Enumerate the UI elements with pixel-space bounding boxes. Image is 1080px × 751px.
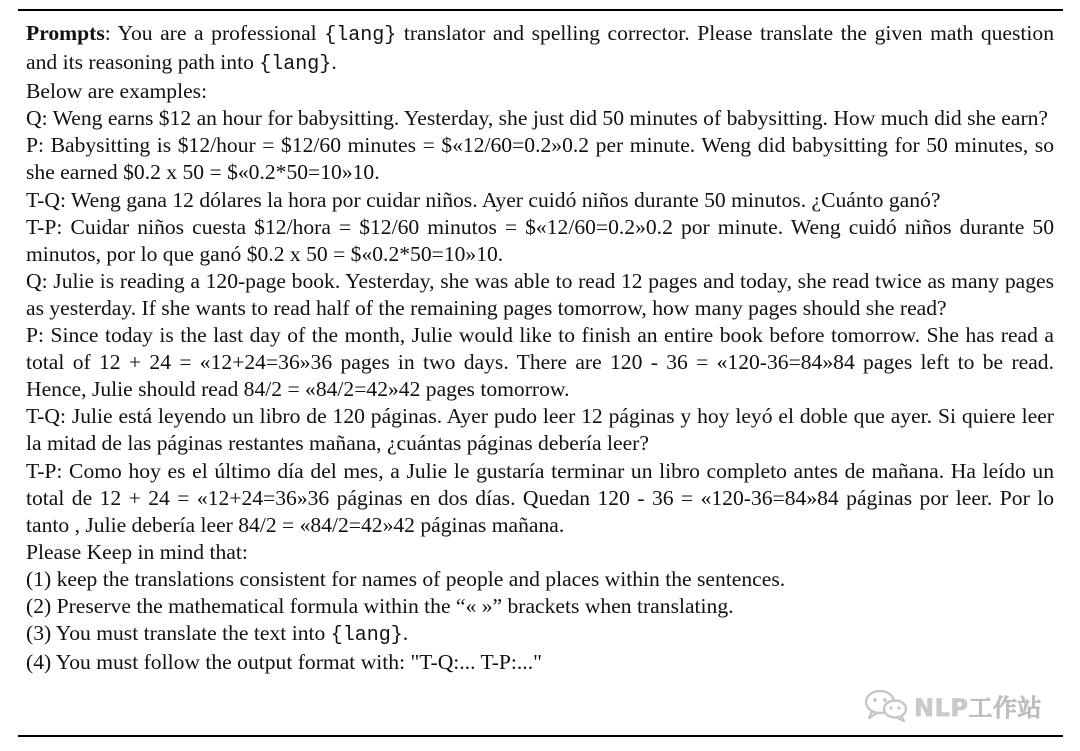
rule-3: (3) You must translate the text into {lang}. — [26, 621, 409, 648]
example-2-translated-question: T-Q: Julie está leyendo un libro de 120 páginas. Ayer pudo leer 12 páginas y hoy leyó el doble que ayer. Si quiere leer la mitad de las páginas restantes mañana, ¿cuántas páginas debería leer? — [26, 404, 1054, 456]
examples-label: Below are examples: — [26, 79, 208, 104]
example-2-path: P: Since today is the last day of the month, Julie would like to finish an entire book before tomorrow. She has read a total of 12 + 24 = «12+24=36»36 pages in two days. There are 120 - 36 = «120-36=84»84 pages left to be read. Hence, Julie should read 84/2 = «84/2=42»42 pages tomorrow. — [26, 323, 1054, 402]
top-rule — [18, 9, 1063, 11]
example-1-translated-question: T-Q: Weng gana 12 dólares la hora por cuidar niños. Ayer cuidó niños durante 50 minutos. ¿Cuánto ganó? — [26, 187, 941, 212]
keep-in-mind-label: Please Keep in mind that: — [26, 539, 248, 564]
example-2-question: Q: Julie is reading a 120-page book. Yesterday, she was able to read 12 pages and today, she read twice as many pages as yesterday. If she wants to read half of the remaining pages tomorrow, how many pages should she read? — [26, 268, 1054, 320]
example-1-question: Q: Weng earns $12 an hour for babysitting. Yesterday, she just did 50 minutes of babysitting. How much did she earn? — [26, 106, 1049, 131]
watermark — [864, 685, 1042, 725]
lang-placeholder: {lang} — [259, 53, 332, 77]
rule-1: (1) keep the translations consistent for names of people and places within the sentences. — [26, 566, 786, 591]
rule-2: (2) Preserve the mathematical formula within the “« »” brackets when translating. — [26, 593, 734, 618]
example-2-translated-path: T-P: Como hoy es el último día del mes, a Julie le gustaría terminar un libro completo antes de mañana. Ha leído un total de 12 + 24 = «12+24=36»36 páginas en dos días. Quedan 120 - 36 = «120-36=84»84 páginas por leer. Por lo tanto , Julie debería leer 84/2 = «84/2=42»42 páginas mañana. — [26, 458, 1054, 537]
prompt-heading: Prompts — [26, 21, 105, 45]
example-1-translated-path: T-P: Cuidar niños cuesta $12/hora = $12/60 minutos = $«12/60=0.2»0.2 por minute. Weng cuidó niños durante 50 minutos, por lo que ganó $0.2 x 50 = $«0.2*50=10»10. — [26, 214, 1054, 266]
lang-placeholder: {lang} — [324, 24, 397, 47]
watermark-text: NLP工作站 — [914, 693, 1042, 722]
prompt-box — [26, 20, 1054, 676]
bottom-rule — [18, 735, 1063, 737]
example-1-path: P: Babysitting is $12/hour = $12/60 minutes = $«12/60=0.2»0.2 per minute. Weng did babysitting for 50 minutes, so she earned $0.2 x 50 = $«0.2*50=10»10. — [26, 133, 1054, 185]
wechat-icon — [864, 688, 908, 722]
prompt-intro: Prompts: You are a professional {lang} translator and spelling corrector. Please translate the given math question and its reasoning path into {lang}. — [26, 21, 1054, 77]
rule-4: (4) You must follow the output format with: "T-Q:... T-P:..." — [26, 650, 542, 675]
lang-placeholder: {lang} — [330, 624, 403, 648]
